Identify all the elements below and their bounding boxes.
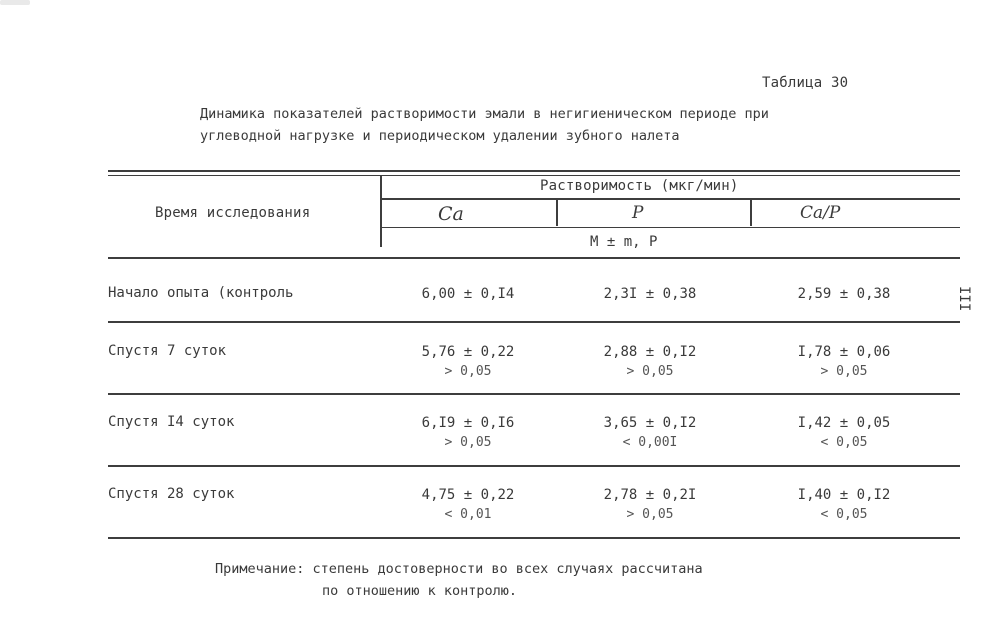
- cell-p-value: < 0,01: [444, 507, 492, 522]
- table-top-rule: [108, 170, 960, 172]
- header-bottom-rule: [108, 257, 960, 259]
- cell-ca: [378, 413, 558, 453]
- row-divider: [108, 321, 960, 323]
- cell-ca: [378, 485, 558, 525]
- cell-ca: [378, 284, 558, 304]
- cell-main: 4,75 ± 0,22: [421, 487, 515, 503]
- cell-main: 3,65 ± 0,I2: [603, 415, 697, 431]
- header-col-rule: [382, 227, 960, 228]
- cell-main: 2,59 ± 0,38: [797, 286, 891, 302]
- cell-main: 6,I9 ± 0,I6: [421, 415, 515, 431]
- scan-artifact: [0, 0, 30, 5]
- header-row-label: Время исследования: [155, 205, 311, 221]
- header-divider: [380, 175, 382, 247]
- cell-p: [560, 485, 740, 525]
- cell-main: 2,78 ± 0,2I: [603, 487, 697, 503]
- cell-p-value: < 0,05: [820, 507, 868, 522]
- cell-p-value: > 0,05: [444, 435, 492, 450]
- header-stat-line: М ± m, P: [590, 234, 658, 250]
- cell-main: 2,3I ± 0,38: [603, 286, 697, 302]
- table-label: Таблица 30: [762, 75, 849, 91]
- cell-main: I,78 ± 0,06: [797, 344, 891, 360]
- row-label: Спустя I4 суток: [108, 414, 235, 430]
- cell-main: I,40 ± 0,I2: [797, 487, 891, 503]
- cell-main: 6,00 ± 0,I4: [421, 286, 515, 302]
- cell-p-value: > 0,05: [820, 364, 868, 379]
- cell-ca-p: [754, 284, 934, 304]
- row-label: Спустя 7 суток: [108, 343, 227, 359]
- cell-p: [560, 413, 740, 453]
- row-label: Начало опыта (контроль: [108, 285, 294, 301]
- col-header-ca-p: Ca/P: [800, 203, 841, 223]
- cell-p: [560, 342, 740, 382]
- cell-ca-p: [754, 342, 934, 382]
- header-col-divider-2: [750, 200, 752, 226]
- table-caption-line-1: Динамика показателей растворимости эмали в негигиеническом периоде при: [200, 106, 769, 122]
- cell-main: 5,76 ± 0,22: [421, 344, 515, 360]
- cell-p: [560, 284, 740, 304]
- cell-main: 2,88 ± 0,I2: [603, 344, 697, 360]
- table-bottom-rule: [108, 537, 960, 539]
- row-label: Спустя 28 суток: [108, 486, 235, 502]
- cell-p-value: > 0,05: [444, 364, 492, 379]
- col-header-ca: Ca: [438, 203, 464, 225]
- cell-p-value: > 0,05: [626, 364, 674, 379]
- table-note-line-1: Примечание: степень достоверности во всех случаях рассчитана: [215, 561, 703, 577]
- header-col-divider-1: [556, 200, 558, 226]
- table-note-line-2: по отношению к контролю.: [322, 583, 518, 599]
- cell-main: I,42 ± 0,05: [797, 415, 891, 431]
- table-top-rule-inner: [108, 175, 960, 176]
- header-group-label: Растворимость (мкг/мин): [540, 178, 739, 194]
- cell-ca-p: [754, 485, 934, 525]
- page-number: III: [956, 286, 972, 312]
- table-caption-line-2: углеводной нагрузке и периодическом удалении зубного налета: [200, 128, 680, 144]
- cell-ca-p: [754, 413, 934, 453]
- col-header-p: P: [632, 203, 644, 223]
- cell-p-value: < 0,05: [820, 435, 868, 450]
- cell-p-value: > 0,05: [626, 507, 674, 522]
- row-divider: [108, 393, 960, 395]
- header-group-rule: [382, 198, 960, 200]
- cell-p-value: < 0,00I: [622, 435, 678, 450]
- row-divider: [108, 465, 960, 467]
- cell-ca: [378, 342, 558, 382]
